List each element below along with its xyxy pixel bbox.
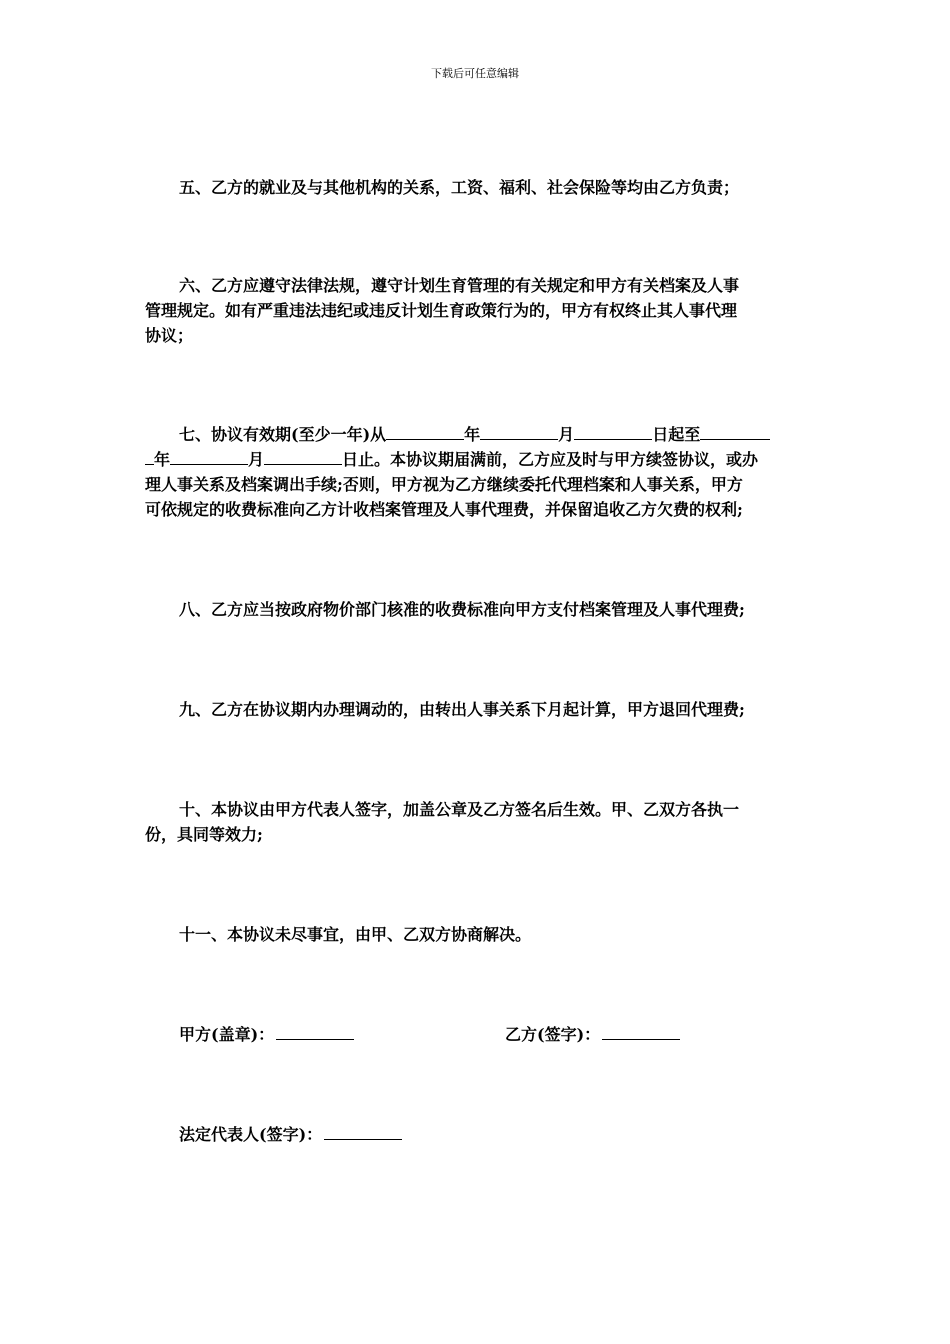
blank-end-day[interactable] (264, 448, 342, 465)
clause-5 (145, 175, 805, 200)
clause-9-line-1: 九、乙方在协议期内办理调动的，由转出人事关系下月起计算，甲方退回代理费; (179, 700, 745, 719)
clause-5-line-1: 五、乙方的就业及与其他机构的关系，工资、福利、社会保险等均由乙方负责； (179, 178, 740, 197)
party-b-label: 乙方(签字)： (505, 1025, 601, 1044)
clause-6-line-2: 管理规定。如有严重违法违纪或违反计划生育政策行为的，甲方有权终止其人事代理 (145, 301, 738, 320)
clause-11 (145, 922, 805, 947)
page-header-note: 下载后可任意编辑 (431, 67, 519, 80)
party-b-signature (505, 1022, 680, 1047)
clause-11-line-1: 十一、本协议未尽事宜，由甲、乙双方协商解决。 (179, 925, 532, 944)
clause-7-text-month: 月 (558, 425, 575, 444)
clause-10-line-2: 份，具同等效力; (145, 825, 263, 844)
clause-7-text-end: 日止。本协议期届满前，乙方应及时与甲方续签协议，或办 (342, 450, 759, 469)
clause-10-line-1: 十、本协议由甲方代表人签字，加盖公章及乙方签名后生效。甲、乙双方各执一 (179, 800, 740, 819)
legal-rep-label: 法定代表人(签字)： (179, 1125, 323, 1144)
clause-7-line-3: 理人事关系及档案调出手续;否则，甲方视为乙方继续委托代理档案和人事关系，甲方 (145, 475, 743, 494)
blank-end-year-part2[interactable] (145, 448, 154, 465)
blank-start-year[interactable] (386, 423, 464, 440)
clause-7-text-year: 年 (464, 425, 481, 444)
party-a-signature (179, 1022, 354, 1047)
clause-7-line-2 (145, 447, 805, 472)
clause-10 (145, 797, 805, 847)
clause-7-text-month-2: 月 (248, 450, 265, 469)
clause-7-text-until: 日起至 (652, 425, 701, 444)
clause-7-text-year-2: 年 (154, 450, 171, 469)
party-a-seal-blank[interactable] (276, 1023, 354, 1040)
blank-start-month[interactable] (480, 423, 558, 440)
clause-7-line-4: 可依规定的收费标准向乙方计收档案管理及人事代理费，并保留追收乙方欠费的权利; (145, 500, 743, 519)
party-b-signature-blank[interactable] (602, 1023, 680, 1040)
legal-rep-signature-blank[interactable] (324, 1123, 402, 1140)
clause-6-line-3: 协议； (145, 326, 194, 345)
blank-start-day[interactable] (574, 423, 652, 440)
blank-end-year-part1[interactable] (700, 423, 770, 440)
clause-7 (145, 422, 805, 522)
clause-7-line-1 (145, 422, 805, 447)
clause-6 (145, 273, 805, 348)
clause-9 (145, 697, 805, 722)
party-a-label: 甲方(盖章)： (179, 1025, 275, 1044)
clause-7-text-from: 七、协议有效期(至少一年)从 (179, 425, 387, 444)
clause-6-line-1: 六、乙方应遵守法律法规，遵守计划生育管理的有关规定和甲方有关档案及人事 (179, 276, 740, 295)
clause-8-line-1: 八、乙方应当按政府物价部门核准的收费标准向甲方支付档案管理及人事代理费; (179, 600, 745, 619)
clause-8 (145, 597, 805, 622)
legal-rep-signature (179, 1122, 402, 1147)
blank-end-month[interactable] (170, 448, 248, 465)
